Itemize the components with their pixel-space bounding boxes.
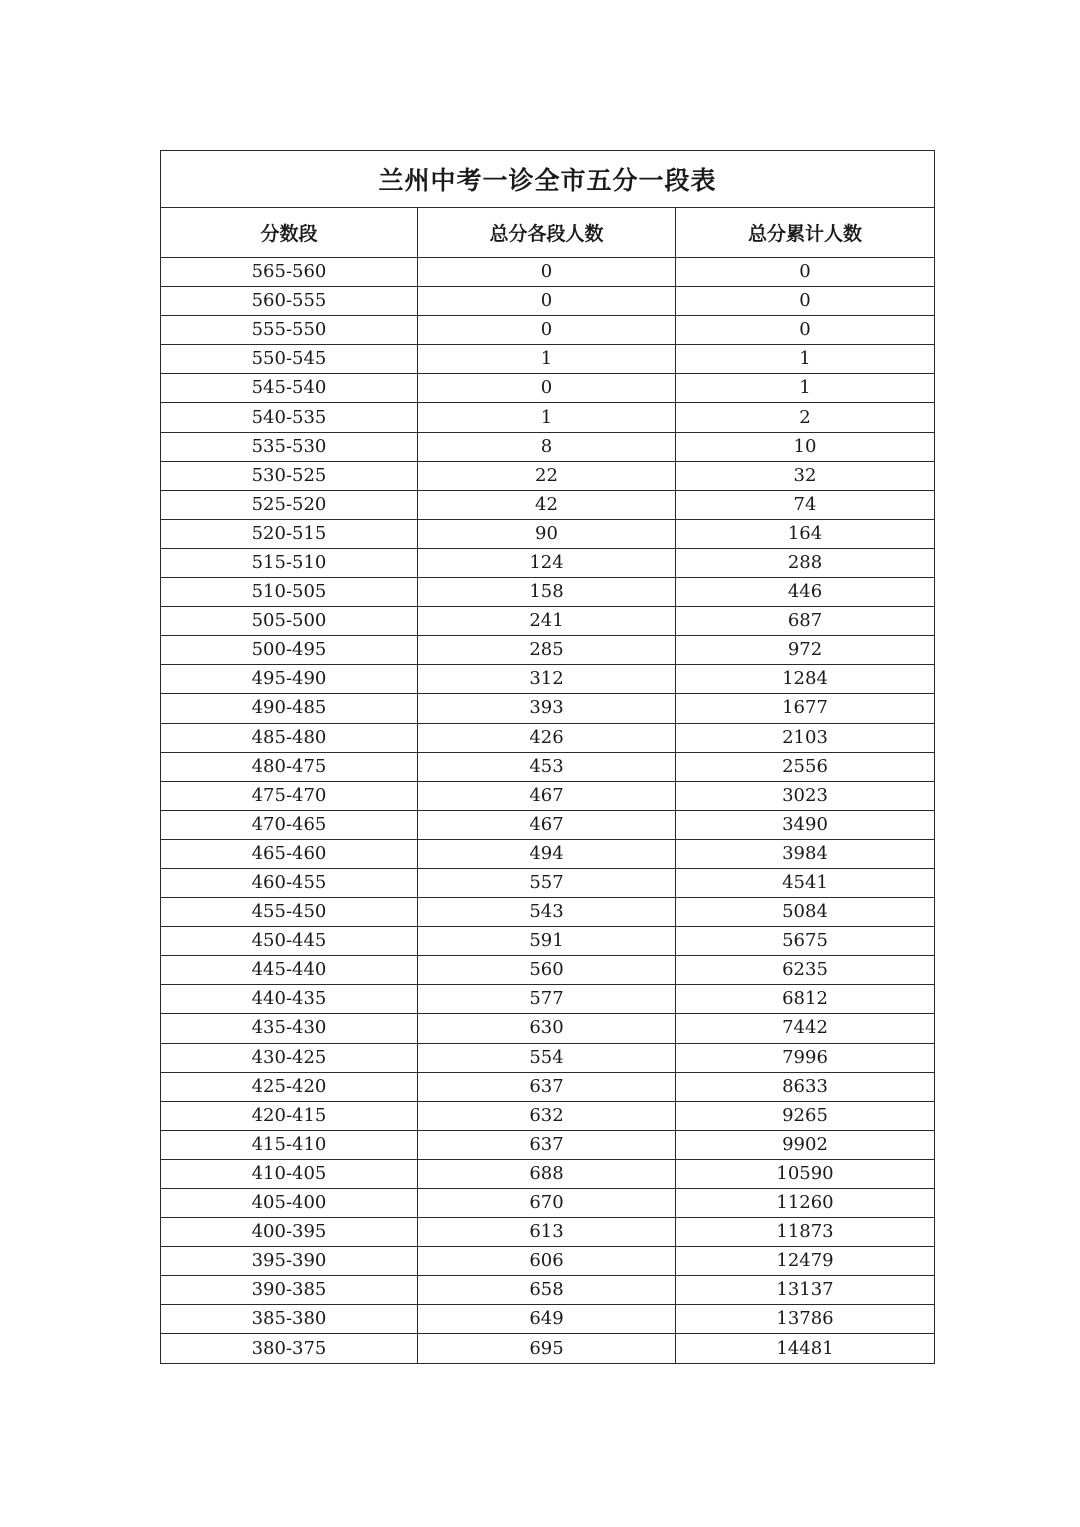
- table-row: [161, 927, 935, 956]
- score-range-cell: 415-410: [161, 1130, 418, 1159]
- table-row: [161, 490, 935, 519]
- table-row: [161, 548, 935, 577]
- segment-count-cell: 241: [418, 607, 676, 636]
- table-row: [161, 1305, 935, 1334]
- segment-count-cell: 467: [418, 810, 676, 839]
- cumulative-count-cell: 32: [676, 461, 935, 490]
- score-range-cell: 430-425: [161, 1043, 418, 1072]
- score-range-cell: 385-380: [161, 1305, 418, 1334]
- segment-count-cell: 42: [418, 490, 676, 519]
- table-row: [161, 1072, 935, 1101]
- cumulative-count-cell: 0: [676, 258, 935, 287]
- segment-count-cell: 543: [418, 898, 676, 927]
- cumulative-count-cell: 7996: [676, 1043, 935, 1072]
- table-row: [161, 1218, 935, 1247]
- segment-count-cell: 1: [418, 345, 676, 374]
- score-range-cell: 380-375: [161, 1334, 418, 1363]
- score-range-cell: 515-510: [161, 548, 418, 577]
- table-row: [161, 1014, 935, 1043]
- table-row: [161, 839, 935, 868]
- score-range-cell: 425-420: [161, 1072, 418, 1101]
- segment-count-cell: 637: [418, 1130, 676, 1159]
- cumulative-count-cell: 13137: [676, 1276, 935, 1305]
- table-row: [161, 1043, 935, 1072]
- score-range-cell: 400-395: [161, 1218, 418, 1247]
- cumulative-count-cell: 10: [676, 432, 935, 461]
- score-range-cell: 535-530: [161, 432, 418, 461]
- segment-count-cell: 554: [418, 1043, 676, 1072]
- segment-count-cell: 560: [418, 956, 676, 985]
- score-range-cell: 465-460: [161, 839, 418, 868]
- segment-count-cell: 630: [418, 1014, 676, 1043]
- table-row: [161, 781, 935, 810]
- segment-count-cell: 124: [418, 548, 676, 577]
- segment-count-cell: 453: [418, 752, 676, 781]
- score-range-cell: 440-435: [161, 985, 418, 1014]
- table-row: [161, 316, 935, 345]
- score-range-cell: 540-535: [161, 403, 418, 432]
- segment-count-cell: 467: [418, 781, 676, 810]
- cumulative-count-cell: 1: [676, 374, 935, 403]
- table-row: [161, 1159, 935, 1188]
- cumulative-count-cell: 3490: [676, 810, 935, 839]
- segment-count-cell: 658: [418, 1276, 676, 1305]
- table-row: [161, 723, 935, 752]
- table-row: [161, 607, 935, 636]
- table-row: [161, 1101, 935, 1130]
- cumulative-count-cell: 5084: [676, 898, 935, 927]
- score-range-cell: 485-480: [161, 723, 418, 752]
- table-row: [161, 519, 935, 548]
- cumulative-count-cell: 1: [676, 345, 935, 374]
- cumulative-count-cell: 5675: [676, 927, 935, 956]
- cumulative-count-cell: 10590: [676, 1159, 935, 1188]
- table-row: [161, 403, 935, 432]
- score-range-cell: 495-490: [161, 665, 418, 694]
- segment-count-cell: 637: [418, 1072, 676, 1101]
- score-range-cell: 545-540: [161, 374, 418, 403]
- cumulative-count-cell: 288: [676, 548, 935, 577]
- score-range-cell: 500-495: [161, 636, 418, 665]
- score-range-cell: 390-385: [161, 1276, 418, 1305]
- table-row: [161, 956, 935, 985]
- score-range-cell: 410-405: [161, 1159, 418, 1188]
- segment-count-cell: 557: [418, 868, 676, 897]
- table-row: [161, 461, 935, 490]
- cumulative-count-cell: 7442: [676, 1014, 935, 1043]
- segment-count-cell: 22: [418, 461, 676, 490]
- score-range-cell: 530-525: [161, 461, 418, 490]
- segment-count-cell: 0: [418, 374, 676, 403]
- table-row: [161, 868, 935, 897]
- segment-count-cell: 0: [418, 258, 676, 287]
- table-row: [161, 578, 935, 607]
- table-title-row: [161, 151, 935, 208]
- table-row: [161, 636, 935, 665]
- score-range-cell: 560-555: [161, 287, 418, 316]
- table-row: [161, 1276, 935, 1305]
- table-row: [161, 1334, 935, 1363]
- score-range-cell: 480-475: [161, 752, 418, 781]
- cumulative-count-cell: 13786: [676, 1305, 935, 1334]
- segment-count-cell: 688: [418, 1159, 676, 1188]
- table-header-row: [161, 208, 935, 258]
- table-row: [161, 665, 935, 694]
- table-row: [161, 810, 935, 839]
- cumulative-count-cell: 164: [676, 519, 935, 548]
- score-range-cell: 525-520: [161, 490, 418, 519]
- table-row: [161, 374, 935, 403]
- segment-count-cell: 312: [418, 665, 676, 694]
- cumulative-count-cell: 6235: [676, 956, 935, 985]
- score-range-cell: 455-450: [161, 898, 418, 927]
- segment-count-cell: 426: [418, 723, 676, 752]
- cumulative-count-cell: 687: [676, 607, 935, 636]
- cumulative-count-cell: 14481: [676, 1334, 935, 1363]
- table-row: [161, 432, 935, 461]
- segment-count-cell: 90: [418, 519, 676, 548]
- segment-count-cell: 606: [418, 1247, 676, 1276]
- segment-count-cell: 393: [418, 694, 676, 723]
- score-range-cell: 505-500: [161, 607, 418, 636]
- cumulative-count-cell: 972: [676, 636, 935, 665]
- score-range-cell: 450-445: [161, 927, 418, 956]
- table-row: [161, 1130, 935, 1159]
- cumulative-count-cell: 446: [676, 578, 935, 607]
- cumulative-count-cell: 11260: [676, 1189, 935, 1218]
- segment-count-cell: 8: [418, 432, 676, 461]
- cumulative-count-cell: 9902: [676, 1130, 935, 1159]
- column-header-cumulative-count: 总分累计人数: [676, 208, 935, 258]
- table-row: [161, 1189, 935, 1218]
- score-range-cell: 475-470: [161, 781, 418, 810]
- column-header-segment-count: 总分各段人数: [418, 208, 676, 258]
- table-row: [161, 898, 935, 927]
- cumulative-count-cell: 11873: [676, 1218, 935, 1247]
- segment-count-cell: 613: [418, 1218, 676, 1247]
- score-range-cell: 470-465: [161, 810, 418, 839]
- table-row: [161, 287, 935, 316]
- cumulative-count-cell: 2556: [676, 752, 935, 781]
- cumulative-count-cell: 3984: [676, 839, 935, 868]
- table-row: [161, 1247, 935, 1276]
- table-row: [161, 258, 935, 287]
- segment-count-cell: 591: [418, 927, 676, 956]
- column-header-score-range: 分数段: [161, 208, 418, 258]
- score-range-cell: 555-550: [161, 316, 418, 345]
- table-row: [161, 694, 935, 723]
- segment-count-cell: 649: [418, 1305, 676, 1334]
- score-distribution-table: [160, 150, 935, 1364]
- score-range-cell: 405-400: [161, 1189, 418, 1218]
- segment-count-cell: 494: [418, 839, 676, 868]
- score-range-cell: 565-560: [161, 258, 418, 287]
- table-row: [161, 345, 935, 374]
- score-range-cell: 435-430: [161, 1014, 418, 1043]
- cumulative-count-cell: 3023: [676, 781, 935, 810]
- score-range-cell: 520-515: [161, 519, 418, 548]
- segment-count-cell: 0: [418, 316, 676, 345]
- cumulative-count-cell: 6812: [676, 985, 935, 1014]
- cumulative-count-cell: 2: [676, 403, 935, 432]
- score-range-cell: 490-485: [161, 694, 418, 723]
- cumulative-count-cell: 0: [676, 287, 935, 316]
- cumulative-count-cell: 8633: [676, 1072, 935, 1101]
- table-row: [161, 752, 935, 781]
- cumulative-count-cell: 0: [676, 316, 935, 345]
- cumulative-count-cell: 4541: [676, 868, 935, 897]
- score-range-cell: 395-390: [161, 1247, 418, 1276]
- segment-count-cell: 158: [418, 578, 676, 607]
- score-range-cell: 510-505: [161, 578, 418, 607]
- table-body: [161, 258, 935, 1364]
- segment-count-cell: 632: [418, 1101, 676, 1130]
- cumulative-count-cell: 9265: [676, 1101, 935, 1130]
- segment-count-cell: 1: [418, 403, 676, 432]
- cumulative-count-cell: 74: [676, 490, 935, 519]
- cumulative-count-cell: 1677: [676, 694, 935, 723]
- score-range-cell: 460-455: [161, 868, 418, 897]
- cumulative-count-cell: 12479: [676, 1247, 935, 1276]
- cumulative-count-cell: 2103: [676, 723, 935, 752]
- segment-count-cell: 577: [418, 985, 676, 1014]
- segment-count-cell: 0: [418, 287, 676, 316]
- score-range-cell: 445-440: [161, 956, 418, 985]
- segment-count-cell: 670: [418, 1189, 676, 1218]
- table-row: [161, 985, 935, 1014]
- cumulative-count-cell: 1284: [676, 665, 935, 694]
- score-range-cell: 550-545: [161, 345, 418, 374]
- score-range-cell: 420-415: [161, 1101, 418, 1130]
- segment-count-cell: 695: [418, 1334, 676, 1363]
- table-title: 兰州中考一诊全市五分一段表: [161, 151, 935, 208]
- segment-count-cell: 285: [418, 636, 676, 665]
